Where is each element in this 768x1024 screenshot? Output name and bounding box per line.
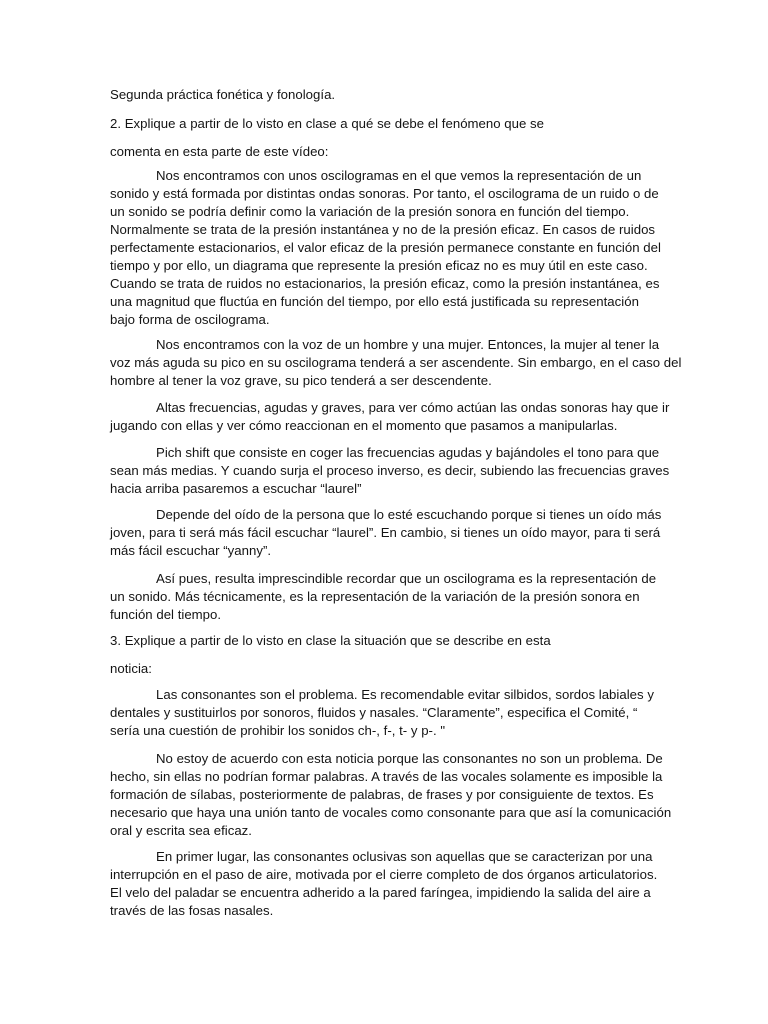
paragraph-line: Así pues, resulta imprescindible recordar que un oscilograma es la representación de	[156, 571, 657, 586]
paragraph-line: una magnitud que fluctúa en función del tiempo, por ello está justificada su representación	[110, 294, 639, 309]
paragraph-line: Depende del oído de la persona que lo esté escuchando porque si tienes un oído más	[156, 507, 662, 522]
paragraph-line: perfectamente estacionarios, el valor eficaz de la presión permanece constante en función del	[110, 240, 661, 255]
paragraph-line: En primer lugar, las consonantes oclusivas son aquellas que se caracterizan por una	[156, 849, 653, 864]
paragraph-line: Altas frecuencias, agudas y graves, para ver cómo actúan las ondas sonoras hay que ir	[156, 400, 670, 415]
paragraph-line: No estoy de acuerdo con esta noticia porque las consonantes no son un problema. De	[156, 751, 663, 766]
paragraph-line: joven, para ti será más fácil escuchar “laurel”. En cambio, si tienes un oído mayor, para ti será	[110, 525, 661, 540]
paragraph-line: Nos encontramos con unos oscilogramas en el que vemos la representación de un	[156, 168, 642, 183]
paragraph-line: función del tiempo.	[110, 607, 222, 622]
paragraph-line: El velo del paladar se encuentra adherido a la pared faríngea, impidiendo la salida del aire a	[110, 885, 651, 900]
paragraph-line: bajo forma de oscilograma.	[110, 312, 270, 327]
question-3-line-1: 3. Explique a partir de lo visto en clase la situación que se describe en esta	[110, 633, 551, 648]
paragraph-line: Normalmente se trata de la presión instantánea y no de la presión eficaz. En casos de ruidos	[110, 222, 656, 237]
paragraph-line: dentales y sustituirlos por sonoros, fluidos y nasales. “Claramente”, especifica el Comité, “	[110, 705, 638, 720]
paragraph-line: formación de sílabas, posteriormente de palabras, de frases y por consiguiente de textos. Es	[110, 787, 654, 802]
paragraph-line: tiempo y por ello, un diagrama que represente la presión eficaz no es muy útil en este caso.	[110, 258, 648, 273]
paragraph-line: través de las fosas nasales.	[110, 903, 274, 918]
paragraph-line: Cuando se trata de ruidos no estacionarios, la presión eficaz, como la presión instantánea, es	[110, 276, 660, 291]
paragraph-line: interrupción en el paso de aire, motivada por el cierre completo de dos órganos articulatorios.	[110, 867, 658, 882]
paragraph-line: Pich shift que consiste en coger las frecuencias agudas y bajándoles el tono para que	[156, 445, 660, 460]
question-2-line-1: 2. Explique a partir de lo visto en clase a qué se debe el fenómeno que se	[110, 116, 545, 131]
paragraph-line: oral y escrita sea eficaz.	[110, 823, 252, 838]
paragraph-line: voz más aguda su pico en su oscilograma tenderá a ser ascendente. Sin embargo, en el caso del	[110, 355, 682, 370]
question-3-line-2: noticia:	[110, 661, 152, 676]
paragraph-line: sería una cuestión de prohibir los sonidos ch-, f-, t- y p-. "	[110, 723, 446, 738]
paragraph-line: hecho, sin ellas no podrían formar palabras. A través de las vocales solamente es imposible la	[110, 769, 663, 784]
paragraph-line: jugando con ellas y ver cómo reaccionan en el momento que pasamos a manipularlas.	[110, 418, 618, 433]
document-title: Segunda práctica fonética y fonología.	[110, 87, 336, 102]
paragraph-line: sonido y está formada por distintas ondas sonoras. Por tanto, el oscilograma de un ruido o de	[110, 186, 659, 201]
paragraph-line: hacia arriba pasaremos a escuchar “laurel”	[110, 481, 362, 496]
paragraph-line: hombre al tener la voz grave, su pico tenderá a ser descendente.	[110, 373, 492, 388]
paragraph-line: un sonido se podría definir como la variación de la presión sonora en función del tiempo.	[110, 204, 630, 219]
paragraph-line: necesario que haya una unión tanto de vocales como consonante para que así la comunicación	[110, 805, 672, 820]
paragraph-line: sean más medias. Y cuando surja el proceso inverso, es decir, subiendo las frecuencias graves	[110, 463, 670, 478]
paragraph-line: más fácil escuchar “yanny”.	[110, 543, 272, 558]
paragraph-line: un sonido. Más técnicamente, es la representación de la variación de la presión sonora en	[110, 589, 640, 604]
question-2-line-2: comenta en esta parte de este vídeo:	[110, 144, 329, 159]
paragraph-line: Nos encontramos con la voz de un hombre y una mujer. Entonces, la mujer al tener la	[156, 337, 660, 352]
paragraph-line: Las consonantes son el problema. Es recomendable evitar silbidos, sordos labiales y	[156, 687, 654, 702]
